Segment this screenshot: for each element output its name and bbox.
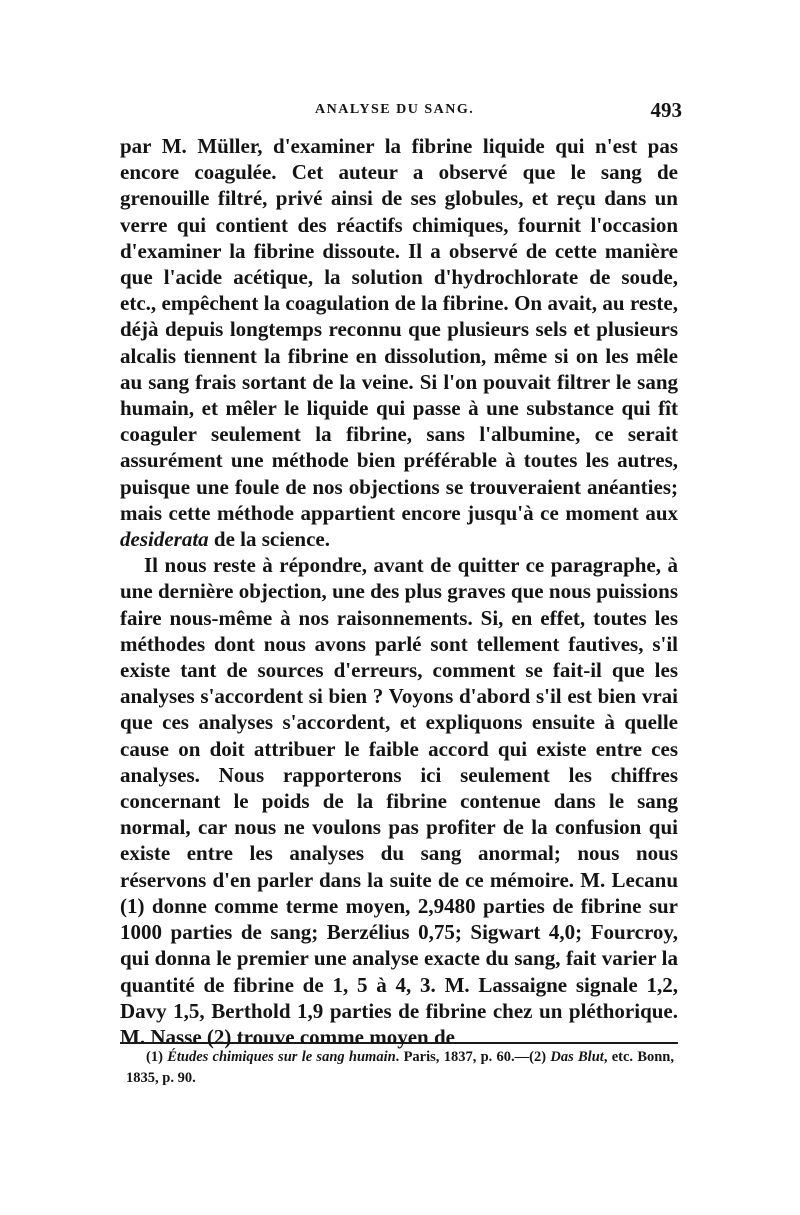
page-number: 493 xyxy=(650,98,682,122)
footnote-marker: (1) xyxy=(146,1049,168,1065)
footnote-text-2: , etc. Bonn, 1835, p. 90. xyxy=(126,1049,674,1086)
paragraph-2: Il nous reste à répondre, avant de quitter ce paragraphe, à une dernière objection, une des plus graves que nous puissions faire nous-même à nos raisonnements. Si, en effet, toutes les méthodes dont nous avons parlé sont tellement fautives, s'il existe tant de sources d'erreurs, comment se fait-il que les analyses s'accordent si bien ? Voyons d'abord s'il est bien vrai que ces analyses s'accordent, et expliquons ensuite à quelle cause on doit attribuer le faible accord qui existe entre ces analyses. Nous rapporterons ici seulement les chiffres concernant le poids de la fibrine contenue dans le sang normal, car nous ne voulons pas profiter de la confusion qui existe entre les analyses du sang anormal; nous nous réservons d'en parler dans la suite de ce mémoire. M. Lecanu (1) donne comme terme moyen, 2,9480 parties de fibrine sur 1000 parties de sang; Berzélius 0,75; Sigwart 4,0; Fourcroy, qui donna le premier une analyse exacte du sang, fait varier la quantité de fibrine de 1, 5 à 4, 3. M. Lassaigne signale 1,2, Davy 1,5, Berthold 1,9 parties de fibrine chez un pléthorique. M. Nasse (2) trouve comme moyen de xyxy=(120,553,678,1049)
paragraph-1 xyxy=(120,133,678,552)
footnote-title-2: Das Blut xyxy=(550,1049,604,1065)
footnote-title-1: Études chimiques sur le sang humain xyxy=(167,1049,396,1065)
page-header xyxy=(120,98,682,128)
paragraph-1-text-end: de la science. xyxy=(208,527,330,552)
footnote-text-1: . Paris, 1837, p. 60.—(2) xyxy=(395,1049,551,1065)
running-head: ANALYSE DU SANG. xyxy=(315,102,475,117)
body-text xyxy=(120,133,678,1050)
paragraph-1-italic: desiderata xyxy=(120,527,209,552)
footnote-rule xyxy=(120,1042,678,1044)
footnote xyxy=(126,1047,674,1089)
paragraph-1-text: par M. Müller, d'examiner la fibrine liquide qui n'est pas encore coagulée. Cet auteur a observé que le sang de grenouille filtré, privé ainsi de ses globules, et reçu dans un verre qui contient des réactifs chimiques, fournit l'occasion d'examiner la fibrine dissoute. Il a observé de cette manière que l'acide acétique, la solution d'hydrochlorate de soude, etc., empêchent la coagulation de la fibrine. On avait, au reste, déjà depuis longtemps reconnu que plusieurs sels et plusieurs alcalis tiennent la fibrine en dissolution, même si on les mêle au sang frais sortant de la veine. Si l'on pouvait filtrer le sang humain, et mêler le liquide qui passe à une substance qui fît coaguler seulement la fibrine, sans l'albumine, ce serait assurément une méthode bien préférable à toutes les autres, puisque une foule de nos objections se trouveraient anéanties; mais cette méthode appartient encore jusqu'à ce moment aux xyxy=(120,134,678,525)
